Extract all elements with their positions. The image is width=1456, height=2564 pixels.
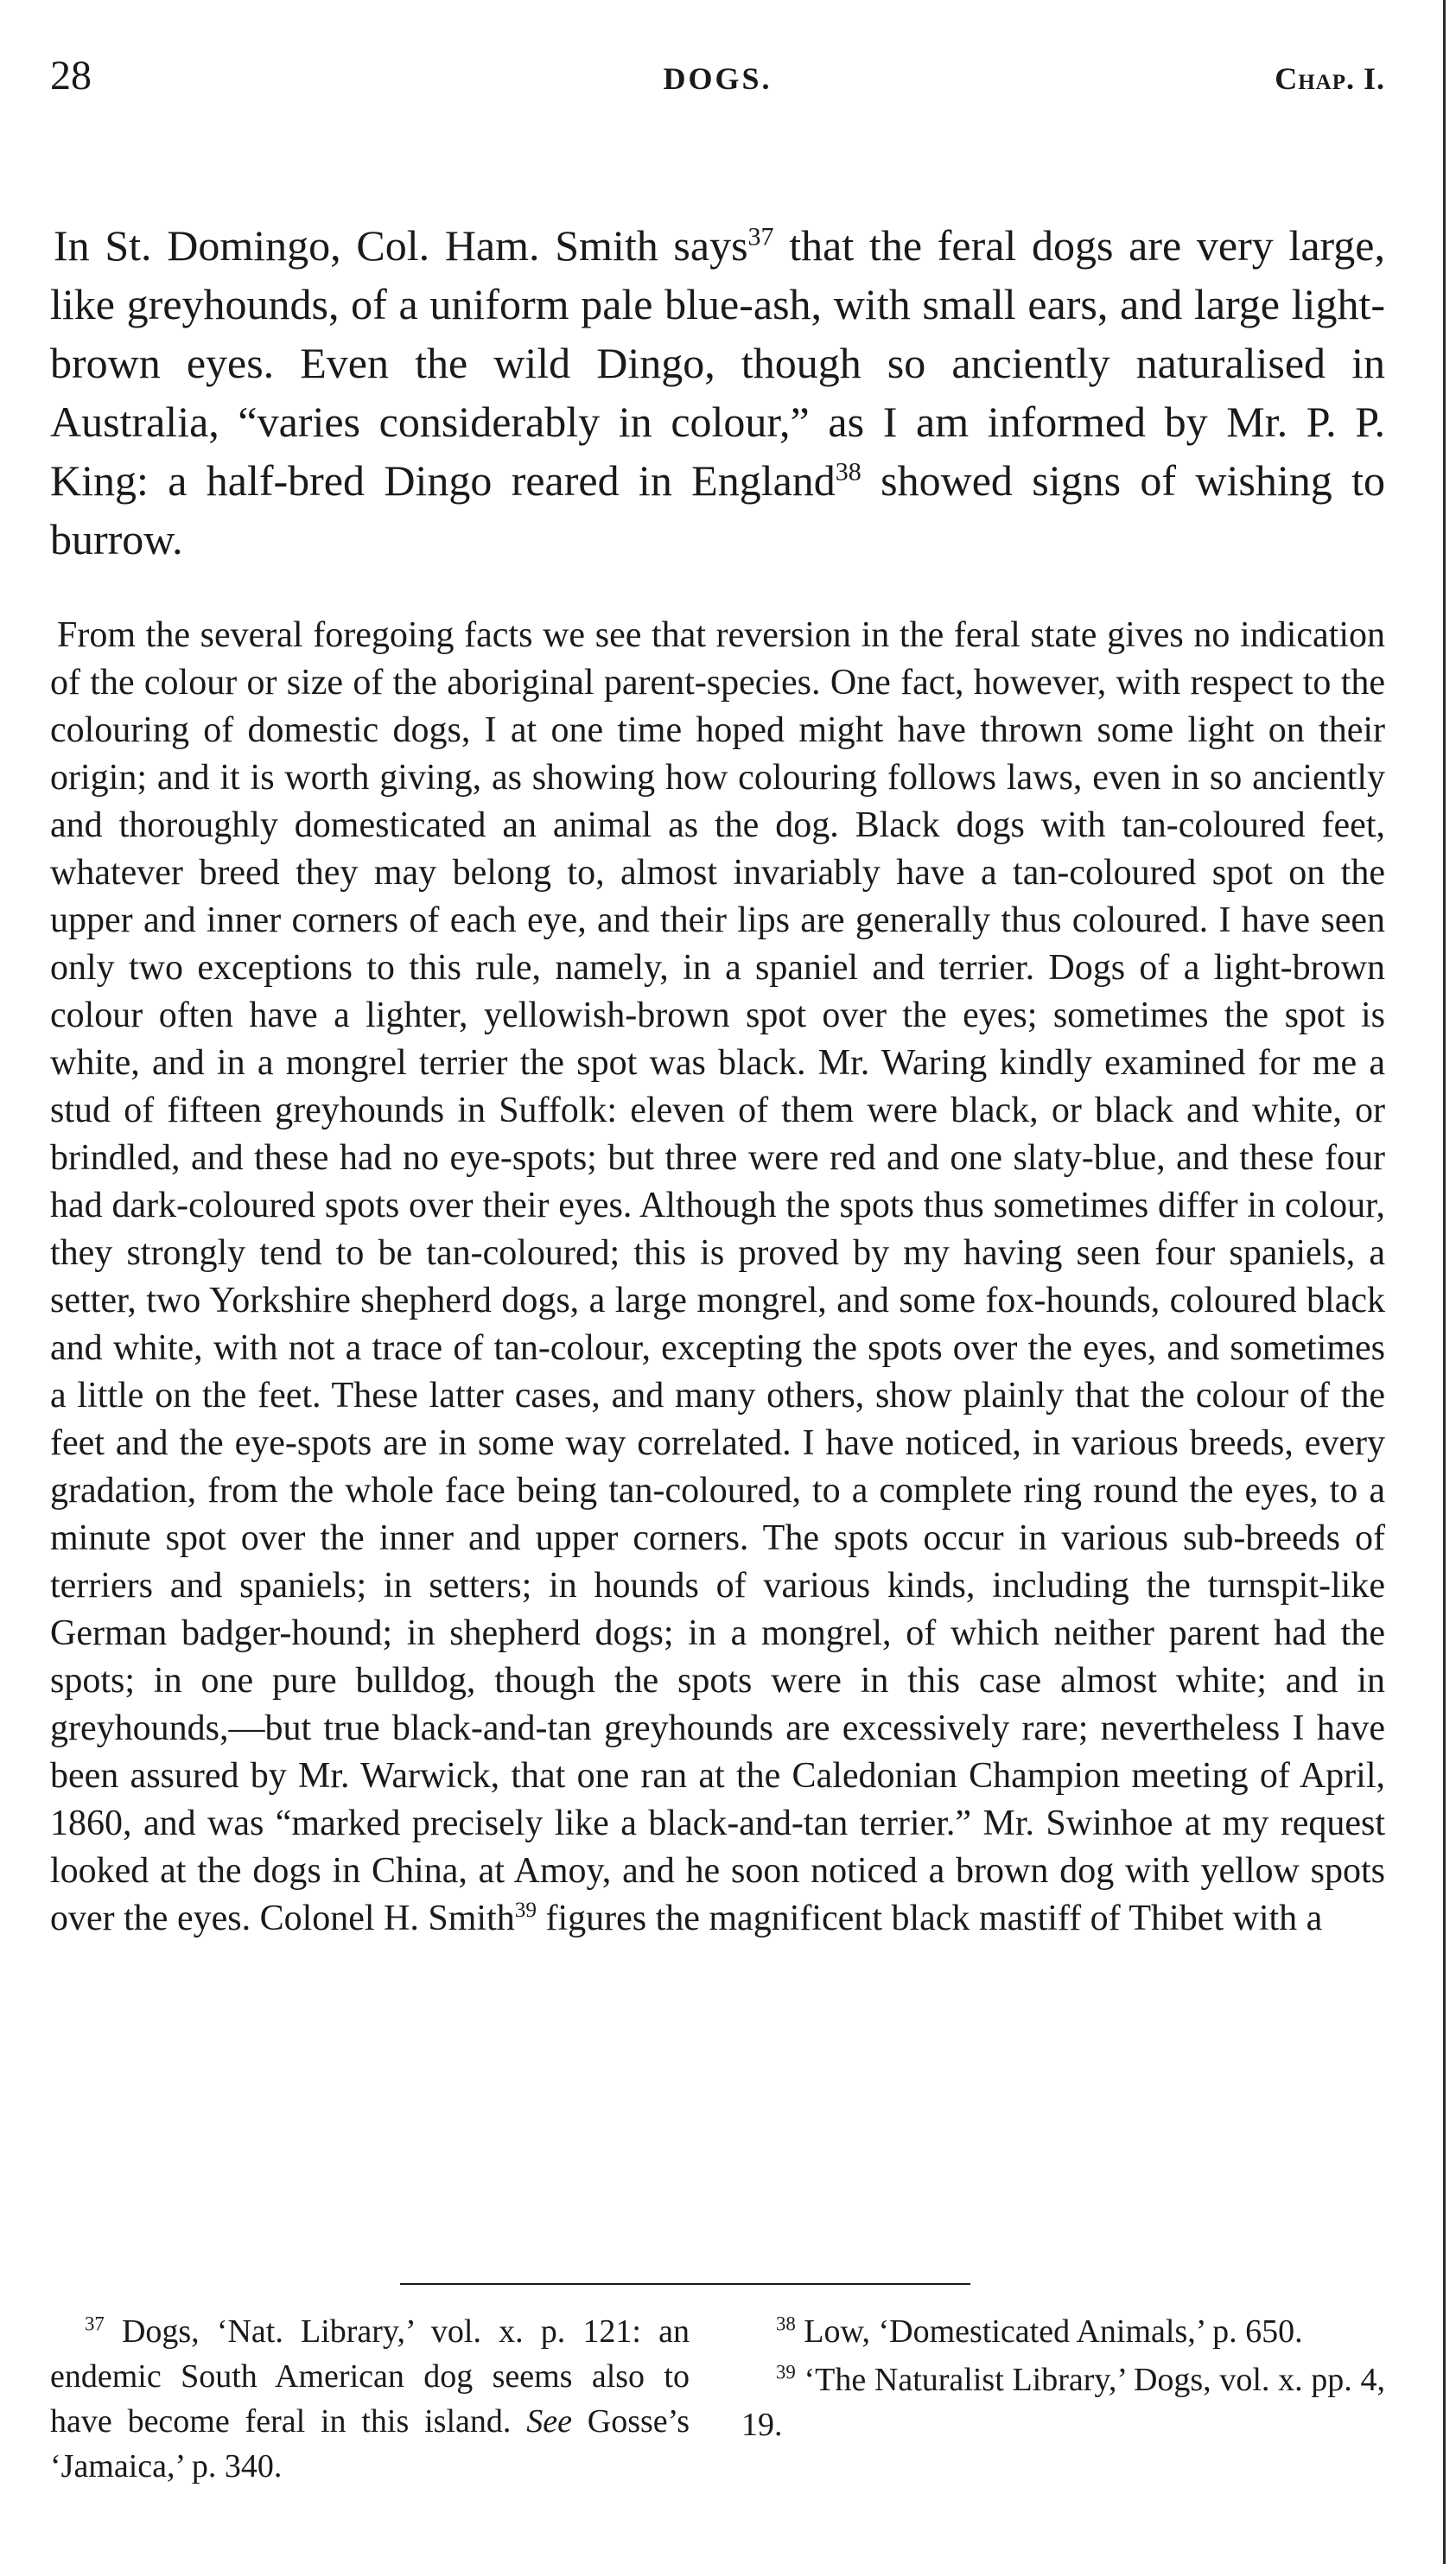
footnote-column-left <box>50 2309 690 2489</box>
footnote-ref-37: 37 <box>747 222 774 251</box>
footnote-39: $^{39}$ ‘The Naturalist Library,’ Dogs, vol. x. pp. 4, 19. <box>741 2361 1385 2443</box>
running-title: DOGS. <box>663 61 773 96</box>
footnote-38: $^{38}$ Low, ‘Domesticated Animals,’ p. 650. <box>776 2313 1303 2350</box>
chapter-label: Chap. I. <box>1275 61 1385 96</box>
page-edge-line <box>1443 0 1446 2564</box>
footnote-rule <box>400 2283 970 2285</box>
running-header <box>50 52 1385 112</box>
footnote-ref-39: 39 <box>514 1899 537 1922</box>
paragraph-small: From the several foregoing facts we see that reversion in the feral state gives no indication of the colour or size of the aboriginal parent-species. One fact, however, with respect to the colouring of domestic dogs, I at one time hoped might have thrown some light on their origin; and it is worth giving, as showing how colouring follows laws, even in so anciently and thoroughly domesticated an animal as the dog. Black dogs with tan-coloured feet, whatever breed they may belong to, almost invariably have a tan-coloured spot on the upper and inner corners of each eye, and their lips are generally thus coloured. I have seen only two exceptions to this rule, namely, in a spaniel and terrier. Dogs of a light-brown colour often have a lighter, yellowish-brown spot over the eyes; sometimes the spot is white, and in a mongrel terrier the spot was black. Mr. Waring kindly examined for me a stud of fifteen greyhounds in Suffolk: eleven of them were black, or black and white, or brindled, and these had no eye-spots; but three were red and one slaty-blue, and these four had dark-coloured spots over their eyes. Although the spots thus sometimes differ in colour, they strongly tend to be tan-coloured; this is proved by my having seen four spaniels, a setter, two Yorkshire shepherd dogs, a large mongrel, and some fox-hounds, coloured black and white, with not a trace of tan-colour, excepting the spots over the eyes, and sometimes a little on the feet. These latter cases, and many others, show plainly that the colour of the feet and the eye-spots are in some way correlated. I have noticed, in various breeds, every gradation, from the whole face being tan-coloured, to a complete ring round the eyes, to a minute spot over the inner and upper corners. The spots occur in various sub-breeds of terriers and spaniels; in setters; in hounds of various kinds, including the turnspit-like German badger-hound; in shepherd dogs; in a mongrel, of which neither parent had the spots; in one pure bulldog, though the spots were in this case almost white; and in greyhounds,—but true black-and-tan greyhounds are excessively rare; nevertheless I have been assured by Mr. Warwick, that one ran at the Caledonian Champion meeting of April, 1860, and was “marked precisely like a black-and-tan terrier.” Mr. Swinhoe at my request looked at the dogs in China, at Amoy, and he soon noticed a brown dog with yellow spots over the eyes. Colonel H. Smith$^{39}$ figures the magnificent black mastiff of Thibet with a <box>50 615 1385 1938</box>
footnote-ref-38: 38 <box>835 457 862 487</box>
footnote-column-right <box>741 2309 1385 2447</box>
page <box>50 52 1385 1943</box>
page-number: 28 <box>50 53 92 99</box>
paragraph-large: In St. Domingo, Col. Ham. Smith says$^{37}$ that the feral dogs are very large, like greyhounds, of a uniform pale blue-ash, with small ears, and large light-brown eyes. Even the wild Dingo, though so anciently naturalised in Australia, “varies considerably in colour,” as I am informed by Mr. P. P. King: a half-bred Dingo reared in England$^{38}$ showed signs of wishing to burrow. <box>50 221 1385 563</box>
footnote-37: $^{37}$ Dogs, ‘Nat. Library,’ vol. x. p. 121: an endemic South American dog seems also to have become feral in this island. See Gosse’s ‘Jamaica,’ p. 340. <box>50 2313 690 2484</box>
